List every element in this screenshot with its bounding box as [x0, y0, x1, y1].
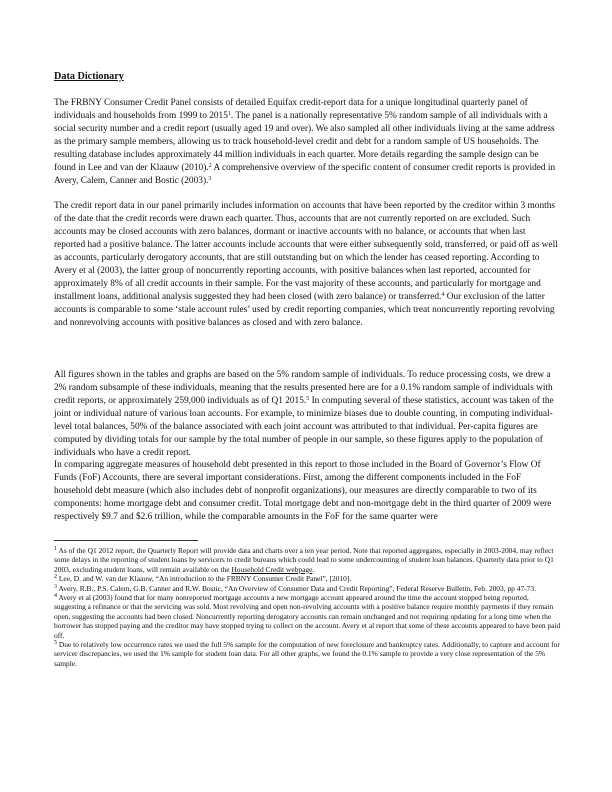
footnote-number: 1 — [54, 546, 57, 552]
paragraph-text: Our exclusion of the latter accounts is comparable to some ‘stale account rules’ used by credit reporting companies, which treat noncurrently reporting revolving and nonrevolving accounts with positive balances as closed and with zero balance. — [54, 292, 555, 329]
paragraph-text: The FRBNY Consumer Credit Panel consists of detailed Equifax credit-report data for a unique longitudinal quarterly panel of individuals and households from 1999 to 2015 — [54, 98, 528, 122]
footnote-2 — [54, 574, 562, 583]
footnote-number: 2 — [54, 574, 57, 581]
footnote-ref-3: 3 — [208, 176, 212, 183]
paragraph-text: A comprehensive overview of the specific content of consumer credit reports is provided in Avery, Calem, Canner and Bostic (2003). — [54, 163, 556, 187]
paragraph-panel-description — [54, 97, 558, 188]
footnote-5 — [54, 640, 562, 668]
footnote-3 — [54, 584, 562, 593]
paragraph-text: In comparing aggregate measures of household debt presented in this report to those included in the Board of Governor’s Flow Of Funds (FoF) Accounts, there are several important considerations. First, among the different components included in the FoF household debt measure (which also includes debt of nonprofit organizations), our measures are directly comparable to two of its components: home mortgage debt and consumer credit. Total mortgage debt and non-mortgage debt in the third quarter of 2009 were respectively $9.7 and $2.6 trillion, while the comparable amounts in the FoF for the same quarter were — [54, 460, 552, 523]
footnote-number: 5 — [54, 640, 57, 647]
paragraph-fof-comparison — [54, 459, 558, 524]
footnotes — [54, 546, 562, 668]
footnote-1 — [54, 546, 562, 574]
paragraph-text: All figures shown in the tables and graphs are based on the 5% random sample of individuals. To reduce processing costs, we drew a 2% random subsample of these individuals, meaning that the results presented here are for a 0.1% random sample of individuals with credit reports, or approximately 259,000 individuals as of Q1 2015. — [54, 370, 553, 407]
footnote-text: Due to relatively low occurrence rates we used the full 5% sample for the computation of new foreclosure and bankruptcy rates. Additionally, to capture and account for servicer discrepancies, we used the 1% sample for student loan data. For all other graphs, we found the 0.1% sample to provide a very close representation of the 5% sample. — [54, 640, 560, 668]
paragraph-text: In computing several of these statistics, account was taken of the joint or individual nature of various loan accounts. For example, to minimize biases due to double counting, in computing individual-level total balances, 50% of the balance associated with each joint account was attributed to that individual. Per-capita figures are computed by dividing totals for our sample by the total number of people in our sample, so these figures apply to the population of individuals who have a credit report. — [54, 396, 554, 459]
footnote-text: . — [312, 564, 315, 574]
footnote-ref-2: 2 — [208, 163, 212, 170]
footnote-number: 4 — [54, 593, 57, 600]
page-title: Data Dictionary — [54, 71, 124, 82]
footnote-text: Avery et al (2003) found that for many nonreported mortgage accounts a new mortgage account appeared around the time the account stopped being reported, suggesting a refinance or that the servicing was sold. Most revolving and open non-revolving accounts with a positive balance require monthly payments if they remain open, suggesting the accounts had been closed. Noncurrently reporting derogatory accounts can remain unchanged and not requiring updating for a long time when the borrower has stopped paying and the creditor may have stopped trying to collect on the account. Avery et al report that some of these accounts appeared to have been paid off. — [54, 593, 561, 640]
footnote-text: Avery, R.B., P.S. Calem, G.B. Canner and R.W. Bostic, “An Overview of Consumer Data and Credit Reporting”, Federal Reserve Bulletin, Feb. 2003, pp 47-73. — [57, 583, 536, 593]
household-credit-webpage-link[interactable]: Household Credit webpage — [231, 564, 313, 574]
paragraph-text: . The panel is a nationally representative 5% random sample of all individuals with a social security number and a credit report (usually aged 19 and over). We also sampled all other individuals living at the same address as the primary sample members, allowing us to track household-level credit and debt for a random sample of US households. The resulting database includes approximately 44 million individuals in each quarter. More details regarding the sample design can be found in Lee and van der Klaauw (2010). — [54, 111, 555, 174]
footnote-text: Lee, D. and W. van der Klaauw, “An introduction to the FRBNY Consumer Credit Panel”, [2010]. — [57, 574, 352, 584]
footnote-ref-4: 4 — [441, 292, 445, 299]
paragraph-sampling — [54, 369, 558, 460]
footnote-number: 3 — [54, 583, 57, 590]
paragraph-text: The credit report data in our panel primarily includes information on accounts that have been reported by the creditor within 3 months of the date that the credit records were drawn each quarter. Thus, accounts that are not currently reported on are excluded. Such accounts may be closed accounts with zero balances, dormant or inactive accounts with no balance, or accounts that when last reported had a positive balance. The latter accounts include accounts that were either subsequently sold, transferred, or paid off as well as accounts, particularly derogatory accounts, that are still outstanding but on which the lender has ceased reporting. According to Avery et al (2003), the latter group of noncurrently reporting accounts, with positive balances when last reported, accounted for approximately 8% of all credit accounts in their sample. For the vast majority of these accounts, and particularly for mortgage and installment loans, additional analysis suggested they had been closed (with zero balance) or transferred. — [54, 201, 558, 303]
footnote-text: As of the Q1 2012 report, the Quarterly Report will provide data and charts over a ten year period. Note that reported aggregates, especially in 2003-2004, may reflect some delays in the reporting of student loans by servicers to credit bureaus which could lead to some undercounting of student loan balances. Quarterly data prior to Q1 2003, excluding student loans, will remain available on the — [54, 546, 554, 574]
footnote-4 — [54, 593, 562, 640]
paragraph-reporting — [54, 200, 558, 330]
footnote-ref-1: 1 — [227, 111, 231, 118]
footnote-ref-5: 5 — [306, 396, 310, 403]
footnote-divider — [54, 540, 198, 541]
